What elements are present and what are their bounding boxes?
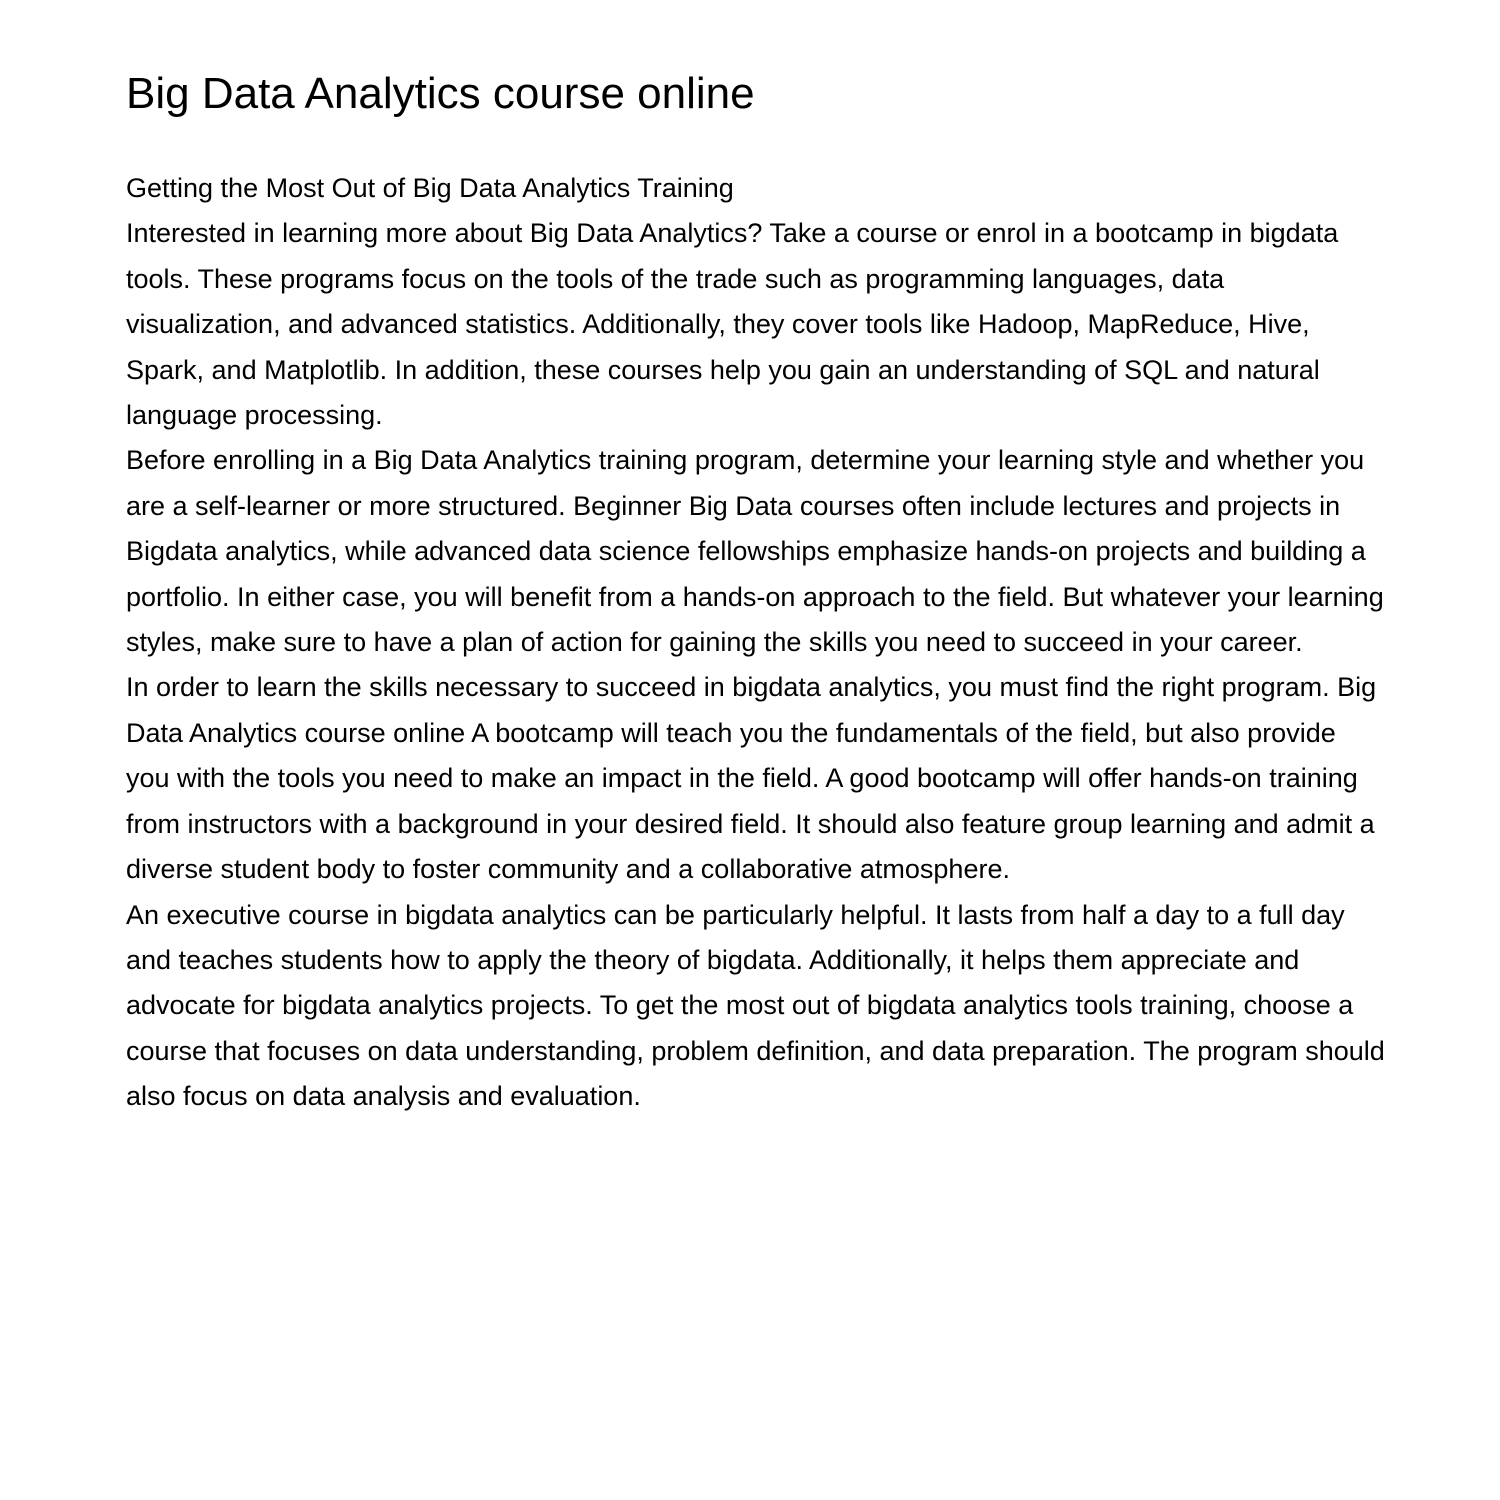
body-paragraph-3: In order to learn the skills necessary to succeed in bigdata analytics, you must find the right program. Big Data Analytics course online A bootcamp will teach you the fundamentals of the field, but also provide you with the tools you need to make an impact in the field. A good bootcamp will offer hands-on training from instructors with a background in your desired field. It should also feature group learning and admit a diverse student body to foster community and a collaborative atmosphere. — [126, 672, 1377, 885]
body-paragraph-2: Before enrolling in a Big Data Analytics training program, determine your learning style and whether you are a self-learner or more structured. Beginner Big Data courses often include lectures and projects in Bigdata analytics, while advanced data science fellowships emphasize hands-on projects and building a portfolio. In either case, you will benefit from a hands-on approach to the field. But whatever your learning styles, make sure to have a plan of action for gaining the skills you need to succeed in your career. — [126, 445, 1384, 658]
document-subtitle: Getting the Most Out of Big Data Analytics Training — [126, 173, 734, 203]
document-page — [126, 0, 1386, 1120]
document-title: Big Data Analytics course online — [126, 69, 755, 118]
body-paragraph-1: Interested in learning more about Big Data Analytics? Take a course or enrol in a bootcamp in bigdata tools. These programs focus on the tools of the trade such as programming languages, data visualization, and advanced statistics. Additionally, they cover tools like Hadoop, MapReduce, Hive, Spark, and Matplotlib. In addition, these courses help you gain an understanding of SQL and natural language processing. — [126, 218, 1339, 431]
body-paragraph-4: An executive course in bigdata analytics can be particularly helpful. It lasts from half a day to a full day and teaches students how to apply the theory of bigdata. Additionally, it helps them appreciate and advocate for bigdata analytics projects. To get the most out of bigdata analytics tools training, choose a course that focuses on data understanding, problem definition, and data preparation. The program should also focus on data analysis and evaluation. — [126, 899, 1385, 1112]
